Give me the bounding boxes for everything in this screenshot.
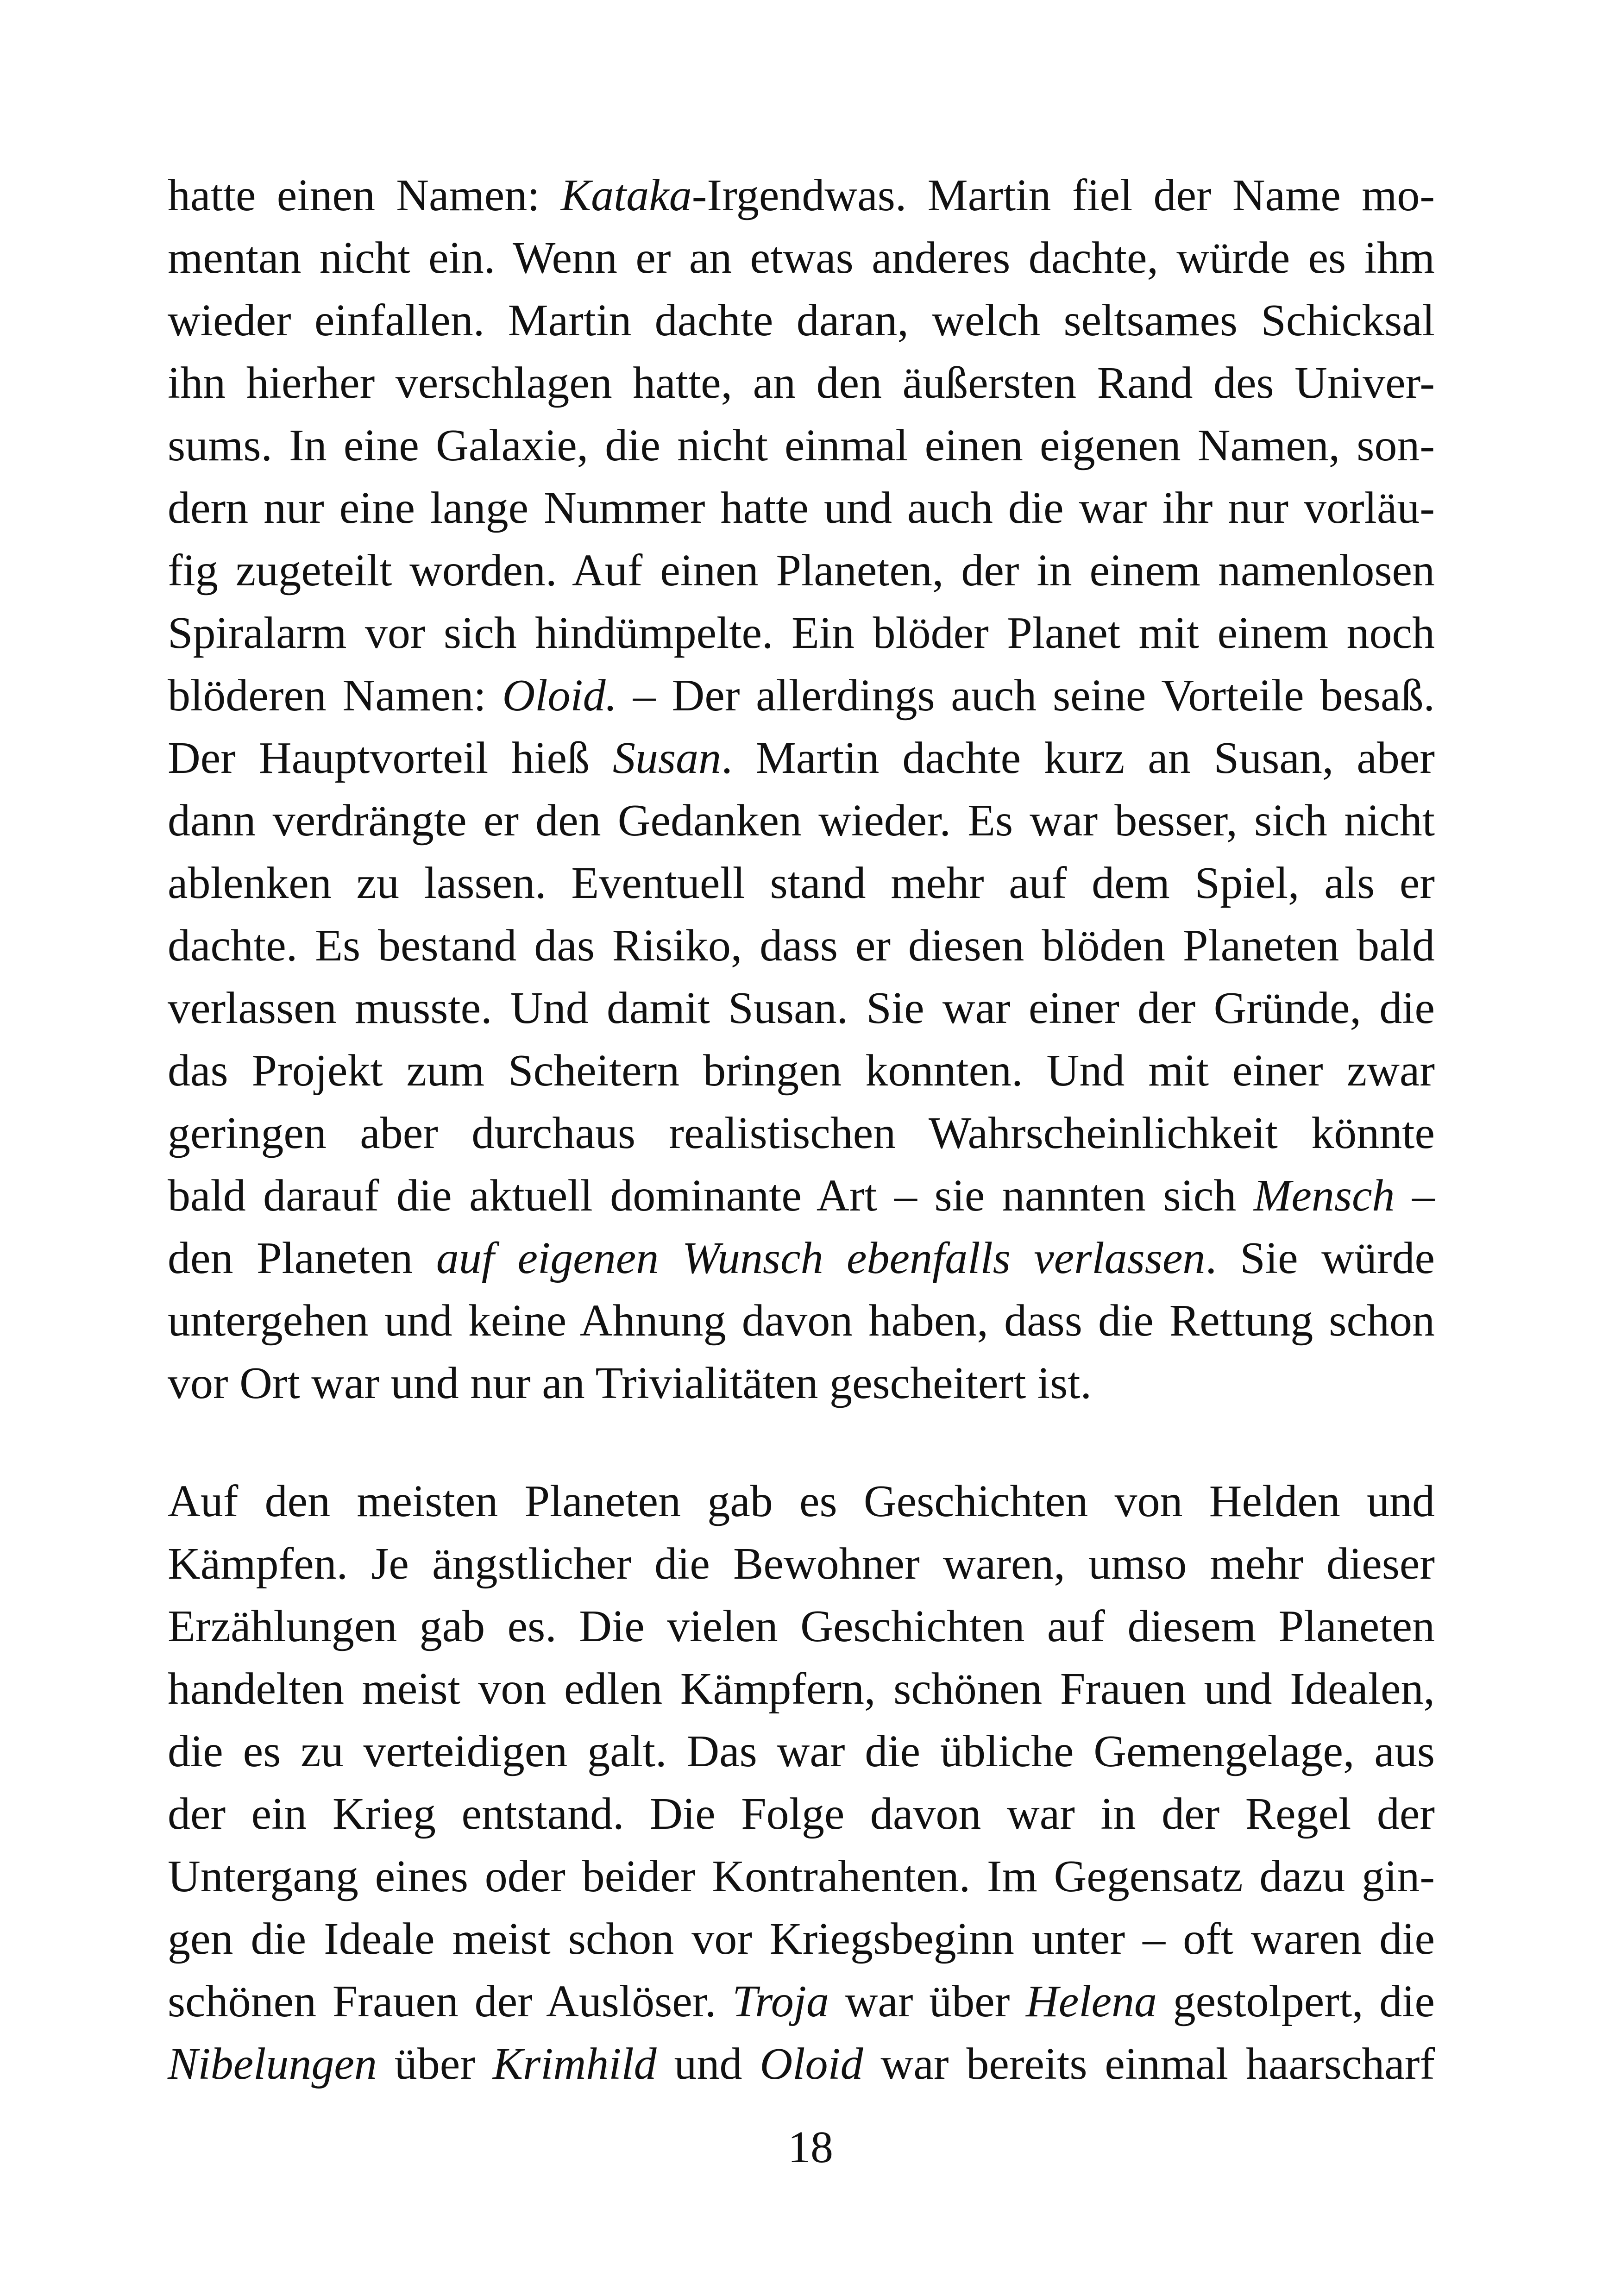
text-segment: und: [656, 2039, 760, 2089]
text-segment: hatte einen Namen:: [168, 170, 561, 220]
text-line: [168, 1658, 1435, 1720]
text-segment: Untergang eines oder beider Kontrahenten. Im Gegensatz dazu gin-: [168, 1851, 1435, 1901]
text-segment: handelten meist von edlen Kämpfern, schönen Frauen und Idealen,: [168, 1664, 1435, 1714]
text-line: [168, 1040, 1435, 1102]
text-segment: war bereits einmal haarscharf: [863, 2039, 1435, 2089]
text-line: [168, 1970, 1435, 2033]
text-line: [168, 539, 1435, 602]
text-line: [168, 2033, 1435, 2095]
text-segment: vor Ort war und nur an Trivialitäten gescheitert ist.: [168, 1358, 1092, 1408]
text-segment: blöderen Namen:: [168, 671, 503, 721]
text-segment: gestolpert, die: [1156, 1976, 1435, 2026]
italic-text: Oloid: [760, 2039, 863, 2089]
text-segment: geringen aber durchaus realistischen Wahrscheinlichkeit könnte: [168, 1108, 1435, 1158]
text-line: [168, 227, 1435, 289]
text-line: [168, 1102, 1435, 1165]
text-line: [168, 289, 1435, 352]
text-segment: –: [1395, 1171, 1435, 1221]
text-line: [168, 665, 1435, 727]
text-line: [168, 1227, 1435, 1290]
text-segment: bald darauf die aktuell dominante Art – sie nannten sich: [168, 1171, 1254, 1221]
italic-text: Mensch: [1253, 1171, 1395, 1221]
text-segment: den Planeten: [168, 1233, 436, 1283]
text-line: [168, 1352, 1435, 1415]
text-segment: gen die Ideale meist schon vor Kriegsbeginn unter – oft waren die: [168, 1914, 1435, 1964]
text-segment: . Sie würde: [1205, 1233, 1435, 1283]
text-segment: schönen Frauen der Auslöser.: [168, 1976, 733, 2026]
text-segment: dann verdrängte er den Gedanken wieder. Es war besser, sich nicht: [168, 796, 1435, 846]
text-line: [168, 790, 1435, 852]
text-line: [168, 1783, 1435, 1845]
text-line: [168, 1908, 1435, 1970]
text-line: [168, 915, 1435, 977]
text-line: [168, 852, 1435, 915]
text-segment: über: [377, 2039, 493, 2089]
text-line: [168, 1720, 1435, 1783]
text-line: [168, 477, 1435, 539]
italic-text: Helena: [1025, 1976, 1157, 2026]
text-segment: verlassen musste. Und damit Susan. Sie war einer der Gründe, die: [168, 983, 1435, 1033]
text-segment: ihn hierher verschlagen hatte, an den äußersten Rand des Univer-: [168, 358, 1435, 408]
text-segment: ablenken zu lassen. Eventuell stand mehr auf dem Spiel, als er: [168, 858, 1435, 908]
text-segment: . Martin dachte kurz an Susan, aber: [721, 733, 1435, 783]
italic-text: Kataka: [560, 170, 692, 220]
text-line: [168, 414, 1435, 477]
text-line: [168, 1165, 1435, 1227]
paragraph-1: [168, 164, 1435, 1415]
text-line: [168, 1470, 1435, 1533]
text-segment: -Irgendwas. Martin fiel der Name mo-: [691, 170, 1435, 220]
text-segment: die es zu verteidigen galt. Das war die übliche Gemengelage, aus: [168, 1726, 1435, 1776]
text-line: [168, 1533, 1435, 1595]
text-line: [168, 352, 1435, 414]
text-line: [168, 1290, 1435, 1352]
text-segment: Der Hauptvorteil hieß: [168, 733, 613, 783]
text-segment: wieder einfallen. Martin dachte daran, welch seltsames Schicksal: [168, 295, 1435, 345]
paragraph-2: [168, 1470, 1435, 2095]
text-line: [168, 977, 1435, 1040]
italic-text: Susan: [612, 733, 722, 783]
italic-text: Oloid.: [502, 671, 617, 721]
text-segment: war über: [829, 1976, 1026, 2026]
text-segment: dachte. Es bestand das Risiko, dass er diesen blöden Planeten bald: [168, 921, 1435, 971]
text-line: [168, 164, 1435, 227]
italic-text: Krimhild: [492, 2039, 657, 2089]
page-number: 18: [788, 2122, 833, 2172]
text-line: [168, 727, 1435, 790]
text-segment: untergehen und keine Ahnung davon haben, dass die Rettung schon: [168, 1296, 1435, 1346]
text-segment: fig zugeteilt worden. Auf einen Planeten, der in einem namenlosen: [168, 546, 1435, 596]
text-segment: sums. In eine Galaxie, die nicht einmal einen eigenen Namen, son-: [168, 420, 1435, 470]
italic-text: Troja: [732, 1976, 829, 2026]
text-line: [168, 602, 1435, 665]
text-segment: Spiralarm vor sich hindümpelte. Ein blöder Planet mit einem noch: [168, 608, 1435, 658]
italic-text: auf eigenen Wunsch ebenfalls verlassen: [436, 1233, 1206, 1283]
text-segment: der ein Krieg entstand. Die Folge davon war in der Regel der: [168, 1789, 1435, 1839]
text-segment: das Projekt zum Scheitern bringen konnten. Und mit einer zwar: [168, 1046, 1435, 1096]
text-segment: Kämpfen. Je ängstlicher die Bewohner waren, umso mehr dieser: [168, 1539, 1435, 1589]
text-line: [168, 1595, 1435, 1658]
text-segment: mentan nicht ein. Wenn er an etwas anderes dachte, würde es ihm: [168, 233, 1435, 283]
italic-text: Nibelungen: [168, 2039, 377, 2089]
text-segment: Erzählungen gab es. Die vielen Geschichten auf diesem Planeten: [168, 1601, 1435, 1651]
text-segment: – Der allerdings auch seine Vorteile besaß.: [617, 671, 1435, 721]
text-segment: Auf den meisten Planeten gab es Geschichten von Helden und: [168, 1476, 1435, 1526]
text-segment: dern nur eine lange Nummer hatte und auch die war ihr nur vorläu-: [168, 483, 1435, 533]
text-line: [168, 1845, 1435, 1908]
